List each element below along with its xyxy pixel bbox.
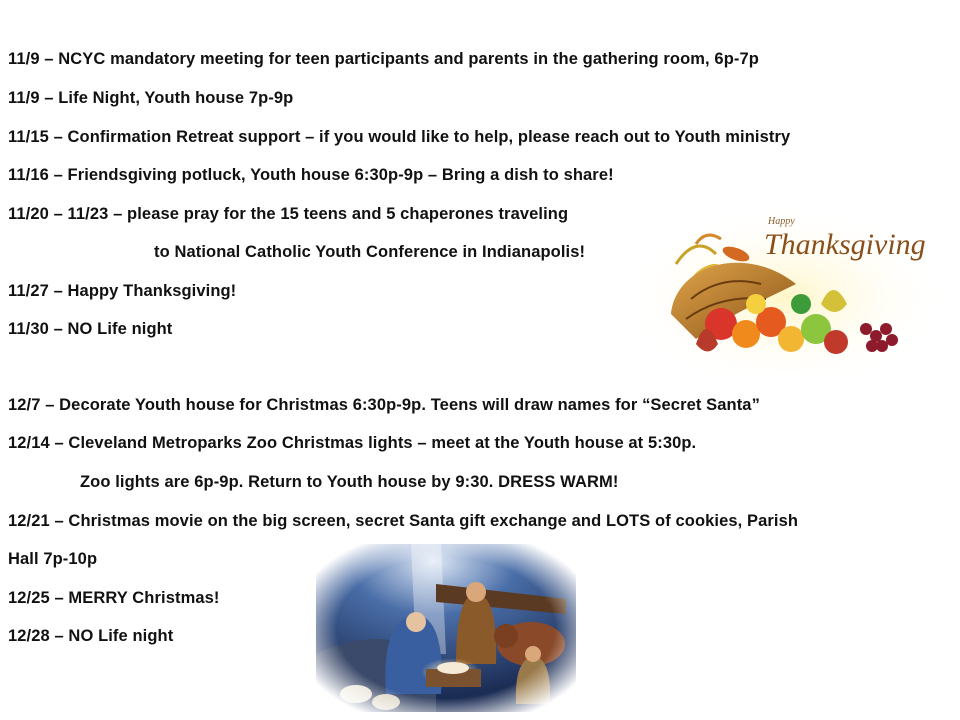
nativity-scene-image [316,544,576,712]
event-line: 12/25 – MERRY Christmas! [8,589,220,607]
event-line: 12/21 – Christmas movie on the big screen, secret Santa gift exchange and LOTS of cookies, Parish [8,512,799,530]
event-line: 12/28 – NO Life night [8,627,174,645]
event-line: 12/14 – Cleveland Metroparks Zoo Christmas lights – meet at the Youth house at 5:30p. [8,434,697,452]
thanksgiving-cornucopia-image [636,204,936,374]
thanksgiving-logo-large: Thanksgiving [764,228,926,261]
event-line: 11/15 – Confirmation Retreat support – if you would like to help, please reach out to Youth ministry [8,128,791,146]
thanksgiving-logo-small: Happy [768,216,795,227]
event-line: 11/9 – NCYC mandatory meeting for teen participants and parents in the gathering room, 6p-7p [8,50,759,68]
event-line-continued: Hall 7p-10p [8,550,98,568]
event-line: 11/9 – Life Night, Youth house 7p-9p [8,89,294,107]
event-line: 11/30 – NO Life night [8,320,173,338]
event-line-continued: Zoo lights are 6p-9p. Return to Youth house by 9:30. DRESS WARM! [80,473,619,491]
event-line: 11/16 – Friendsgiving potluck, Youth house 6:30p-9p – Bring a dish to share! [8,166,614,184]
event-line: 11/20 – 11/23 – please pray for the 15 teens and 5 chaperones traveling [8,205,569,223]
event-line: 11/27 – Happy Thanksgiving! [8,282,237,300]
event-line: 12/7 – Decorate Youth house for Christmas 6:30p-9p. Teens will draw names for “Secret Santa” [8,396,760,414]
event-line-continued: to National Catholic Youth Conference in Indianapolis! [154,243,586,261]
